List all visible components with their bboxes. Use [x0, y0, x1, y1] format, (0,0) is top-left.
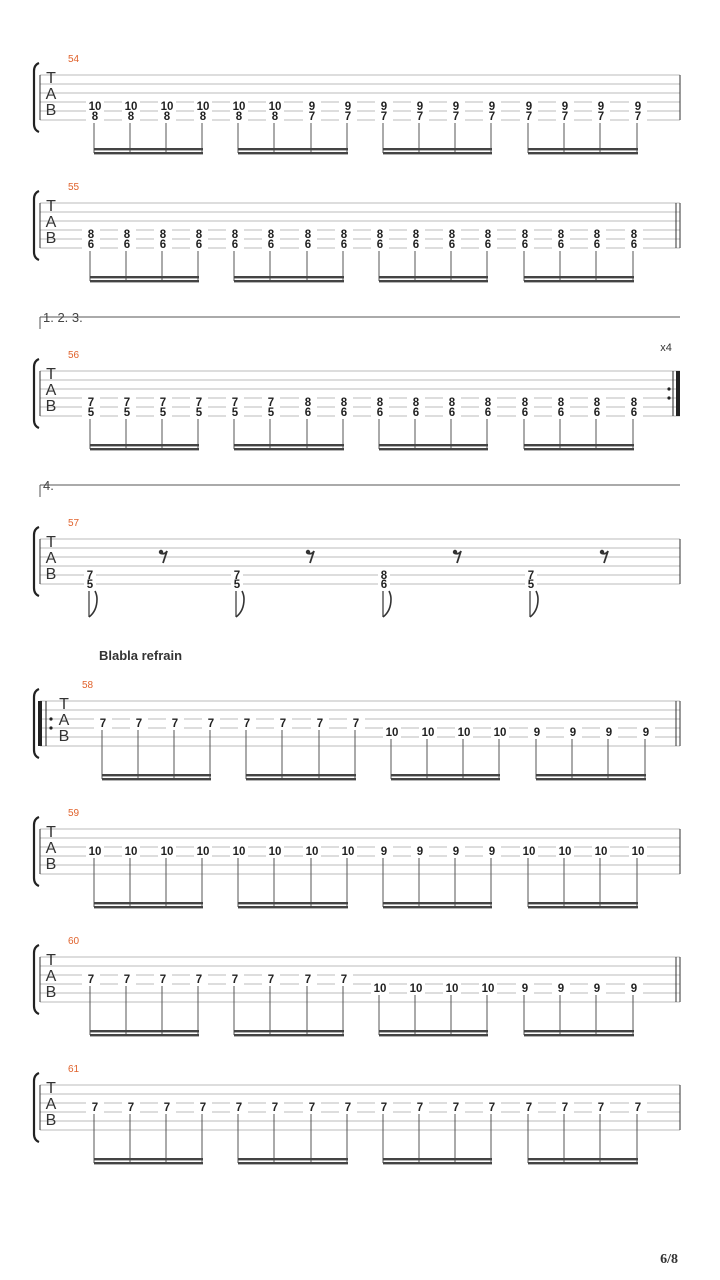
fret-number: 10 — [522, 846, 536, 858]
fret-number: 9 — [630, 983, 638, 995]
fret-number: 8 — [87, 229, 95, 241]
fret-number: 7 — [597, 111, 605, 123]
fret-number: 7 — [87, 974, 95, 986]
system-bracket — [34, 945, 39, 1014]
fret-number: 8 — [195, 229, 203, 241]
beam-secondary — [383, 148, 492, 150]
fret-number: 8 — [340, 229, 348, 241]
fret-number: 9 — [521, 983, 529, 995]
beam-primary — [383, 1162, 492, 1164]
fret-number: 10 — [232, 846, 246, 858]
fret-number: 10 — [457, 727, 471, 739]
tab-clef-letter: T — [46, 1080, 56, 1097]
system-bracket — [34, 63, 39, 132]
fret-number: 10 — [196, 101, 210, 113]
beam-primary — [90, 280, 199, 282]
fret-number: 7 — [159, 974, 167, 986]
fret-number: 10 — [88, 846, 102, 858]
fret-number: 7 — [91, 1102, 99, 1114]
fret-number: 5 — [195, 407, 203, 419]
fret-number: 10 — [373, 983, 387, 995]
fret-number: 6 — [376, 239, 384, 251]
beam-secondary — [90, 276, 199, 278]
beam-secondary — [238, 1158, 348, 1160]
fret-number: 7 — [597, 1102, 605, 1114]
fret-number: 6 — [267, 239, 275, 251]
fret-number: 10 — [268, 101, 282, 113]
beam-secondary — [94, 148, 203, 150]
fret-number: 7 — [199, 1102, 207, 1114]
tab-clef-letter: B — [58, 728, 70, 745]
fret-number: 7 — [233, 570, 241, 582]
fret-number: 6 — [630, 407, 638, 419]
tab-clef-letter: T — [46, 824, 56, 841]
repeat-dot — [667, 387, 670, 390]
beam-primary — [234, 448, 344, 450]
tab-clef-letter: A — [45, 840, 57, 857]
beam-secondary — [238, 148, 348, 150]
tab-clef-letter: T — [59, 696, 69, 713]
system-59 — [34, 808, 680, 908]
fret-number: 8 — [484, 229, 492, 241]
fret-number: 7 — [316, 718, 324, 730]
fret-number: 7 — [304, 974, 312, 986]
fret-number: 8 — [304, 397, 312, 409]
beam-secondary — [246, 774, 356, 776]
fret-number: 8 — [412, 229, 420, 241]
beam-primary — [238, 1162, 348, 1164]
fret-number: 10 — [124, 101, 138, 113]
tab-clef-letter: A — [45, 1096, 57, 1113]
fret-number: 7 — [380, 1102, 388, 1114]
eighth-rest — [453, 550, 461, 563]
fret-number: 10 — [493, 727, 507, 739]
tab-clef-letter: A — [45, 214, 57, 231]
fret-number: 9 — [561, 101, 569, 113]
note-flag — [530, 591, 538, 617]
fret-number: 7 — [127, 1102, 135, 1114]
measure-number: 61 — [68, 1064, 80, 1075]
fret-number: 9 — [533, 727, 541, 739]
beam-secondary — [90, 444, 199, 446]
fret-number: 7 — [527, 570, 535, 582]
fret-number: 6 — [87, 239, 95, 251]
fret-number: 8 — [521, 229, 529, 241]
page-number: 6/8 — [660, 1252, 678, 1267]
beam-secondary — [383, 902, 492, 904]
fret-number: 5 — [527, 579, 535, 591]
beam-primary — [94, 1162, 203, 1164]
system-58 — [34, 648, 680, 780]
beam-primary — [383, 152, 492, 154]
beam-primary — [238, 906, 348, 908]
fret-number: 5 — [267, 407, 275, 419]
fret-number: 9 — [488, 846, 496, 858]
fret-number: 7 — [123, 397, 131, 409]
beam-secondary — [234, 276, 344, 278]
fret-number: 10 — [160, 846, 174, 858]
fret-number: 10 — [558, 846, 572, 858]
fret-number: 8 — [340, 397, 348, 409]
system-61 — [34, 1064, 680, 1164]
fret-number: 7 — [243, 718, 251, 730]
fret-number: 6 — [521, 407, 529, 419]
fret-number: 8 — [380, 570, 388, 582]
repeat-dot — [667, 396, 670, 399]
beam-secondary — [102, 774, 211, 776]
beam-secondary — [524, 1030, 634, 1032]
fret-number: 10 — [385, 727, 399, 739]
fret-number: 6 — [593, 407, 601, 419]
fret-number: 5 — [123, 407, 131, 419]
fret-number: 6 — [340, 239, 348, 251]
fret-number: 10 — [481, 983, 495, 995]
tab-clef-letter: T — [46, 70, 56, 87]
eighth-rest — [159, 550, 167, 563]
beam-primary — [524, 1034, 634, 1036]
fret-number: 10 — [268, 846, 282, 858]
system-bracket — [34, 527, 39, 596]
beam-secondary — [524, 276, 634, 278]
beam-primary — [90, 1034, 199, 1036]
fret-number: 10 — [341, 846, 355, 858]
fret-number: 6 — [304, 239, 312, 251]
tab-clef-letter: T — [46, 198, 56, 215]
fret-number: 8 — [412, 397, 420, 409]
beam-primary — [90, 448, 199, 450]
eighth-rest — [600, 550, 608, 563]
fret-number: 7 — [380, 111, 388, 123]
fret-number: 9 — [416, 101, 424, 113]
fret-number: 7 — [344, 1102, 352, 1114]
beam-secondary — [94, 1158, 203, 1160]
fret-number: 7 — [159, 397, 167, 409]
fret-number: 9 — [488, 101, 496, 113]
fret-number: 6 — [412, 239, 420, 251]
beam-secondary — [528, 148, 638, 150]
fret-number: 9 — [452, 846, 460, 858]
fret-number: 7 — [452, 1102, 460, 1114]
fret-number: 8 — [484, 397, 492, 409]
fret-number: 7 — [87, 397, 95, 409]
repeat-dot — [49, 726, 52, 729]
fret-number: 6 — [412, 407, 420, 419]
fret-number: 5 — [87, 407, 95, 419]
beam-primary — [379, 280, 488, 282]
fret-number: 8 — [557, 397, 565, 409]
section-label: Blabla refrain — [99, 648, 183, 663]
fret-number: 6 — [448, 239, 456, 251]
fret-number: 8 — [91, 111, 99, 123]
fret-number: 10 — [631, 846, 645, 858]
fret-number: 8 — [557, 229, 565, 241]
fret-number: 7 — [279, 718, 287, 730]
fret-number: 6 — [231, 239, 239, 251]
fret-number: 10 — [594, 846, 608, 858]
fret-number: 7 — [267, 974, 275, 986]
beam-secondary — [383, 1158, 492, 1160]
fret-number: 9 — [416, 846, 424, 858]
tab-clef-letter: B — [45, 230, 57, 247]
measure-number: 59 — [68, 808, 80, 819]
fret-number: 7 — [452, 111, 460, 123]
measure-number: 56 — [68, 350, 80, 361]
beam-secondary — [528, 902, 638, 904]
fret-number: 8 — [593, 229, 601, 241]
fret-number: 7 — [135, 718, 143, 730]
fret-number: 6 — [448, 407, 456, 419]
fret-number: 9 — [557, 983, 565, 995]
fret-number: 6 — [593, 239, 601, 251]
beam-primary — [524, 280, 634, 282]
fret-number: 7 — [308, 1102, 316, 1114]
fret-number: 9 — [593, 983, 601, 995]
fret-number: 8 — [123, 229, 131, 241]
measure-number: 55 — [68, 182, 80, 193]
tab-clef-letter: B — [45, 102, 57, 119]
measure-number: 54 — [68, 54, 80, 65]
fret-number: 8 — [267, 229, 275, 241]
beam-secondary — [379, 444, 488, 446]
fret-number: 8 — [304, 229, 312, 241]
fret-number: 6 — [484, 407, 492, 419]
fret-number: 5 — [159, 407, 167, 419]
beam-primary — [94, 906, 203, 908]
fret-number: 6 — [195, 239, 203, 251]
fret-number: 10 — [232, 101, 246, 113]
tab-clef-letter: A — [45, 86, 57, 103]
fret-number: 6 — [380, 579, 388, 591]
systems-layer — [34, 54, 680, 1164]
fret-number: 8 — [235, 111, 243, 123]
fret-number: 7 — [488, 111, 496, 123]
fret-number: 7 — [86, 570, 94, 582]
fret-number: 9 — [569, 727, 577, 739]
fret-number: 6 — [630, 239, 638, 251]
tab-clef-letter: A — [45, 382, 57, 399]
beam-secondary — [379, 1030, 488, 1032]
fret-number: 7 — [271, 1102, 279, 1114]
fret-number: 10 — [124, 846, 138, 858]
measure-number: 57 — [68, 518, 80, 529]
fret-number: 10 — [409, 983, 423, 995]
fret-number: 7 — [308, 111, 316, 123]
system-60 — [34, 936, 680, 1036]
volta-label: 1. 2. 3. — [43, 310, 83, 325]
fret-number: 9 — [452, 101, 460, 113]
fret-number: 7 — [525, 111, 533, 123]
beam-primary — [528, 152, 638, 154]
beam-primary — [528, 1162, 638, 1164]
fret-number: 7 — [416, 1102, 424, 1114]
fret-number: 7 — [525, 1102, 533, 1114]
fret-number: 8 — [231, 229, 239, 241]
beam-primary — [234, 280, 344, 282]
repeat-count: x4 — [660, 342, 672, 354]
fret-number: 6 — [376, 407, 384, 419]
fret-number: 8 — [521, 397, 529, 409]
fret-number: 5 — [231, 407, 239, 419]
fret-number: 9 — [308, 101, 316, 113]
beam-secondary — [234, 444, 344, 446]
beam-secondary — [90, 1030, 199, 1032]
fret-number: 8 — [593, 397, 601, 409]
fret-number: 7 — [231, 974, 239, 986]
tab-clef-letter: A — [58, 712, 70, 729]
fret-number: 8 — [376, 397, 384, 409]
fret-number: 7 — [344, 111, 352, 123]
fret-number: 9 — [344, 101, 352, 113]
note-flag — [383, 591, 391, 617]
fret-number: 7 — [561, 1102, 569, 1114]
fret-number: 6 — [521, 239, 529, 251]
tab-clef-letter: B — [45, 1112, 57, 1129]
fret-number: 5 — [233, 579, 241, 591]
fret-number: 7 — [231, 397, 239, 409]
fret-number: 9 — [634, 101, 642, 113]
system-bracket — [34, 817, 39, 886]
fret-number: 7 — [235, 1102, 243, 1114]
fret-number: 6 — [557, 239, 565, 251]
tab-clef-letter: A — [45, 968, 57, 985]
beam-secondary — [528, 1158, 638, 1160]
fret-number: 10 — [421, 727, 435, 739]
fret-number: 8 — [163, 111, 171, 123]
fret-number: 7 — [195, 397, 203, 409]
system-bracket — [34, 359, 39, 428]
note-flag — [89, 591, 97, 617]
fret-number: 6 — [123, 239, 131, 251]
note-flag — [236, 591, 244, 617]
tab-clef-letter: T — [46, 366, 56, 383]
volta-label: 4. — [43, 478, 54, 493]
beam-primary — [94, 152, 203, 154]
beam-primary — [246, 778, 356, 780]
tab-clef-letter: B — [45, 398, 57, 415]
fret-number: 8 — [630, 229, 638, 241]
fret-number: 9 — [380, 101, 388, 113]
beam-secondary — [379, 276, 488, 278]
fret-number: 7 — [340, 974, 348, 986]
eighth-rest — [306, 550, 314, 563]
measure-number: 60 — [68, 936, 80, 947]
fret-number: 10 — [88, 101, 102, 113]
fret-number: 7 — [195, 974, 203, 986]
beam-secondary — [94, 902, 203, 904]
fret-number: 9 — [597, 101, 605, 113]
fret-number: 7 — [634, 111, 642, 123]
beam-secondary — [536, 774, 646, 776]
fret-number: 9 — [380, 846, 388, 858]
beam-primary — [528, 906, 638, 908]
fret-number: 7 — [267, 397, 275, 409]
beam-primary — [234, 1034, 344, 1036]
fret-number: 10 — [196, 846, 210, 858]
fret-number: 8 — [127, 111, 135, 123]
fret-number: 8 — [159, 229, 167, 241]
fret-number: 10 — [305, 846, 319, 858]
fret-number: 8 — [376, 229, 384, 241]
beam-secondary — [391, 774, 500, 776]
beam-primary — [102, 778, 211, 780]
repeat-dot — [49, 717, 52, 720]
fret-number: 8 — [630, 397, 638, 409]
fret-number: 8 — [448, 397, 456, 409]
fret-number: 7 — [561, 111, 569, 123]
system-54 — [34, 54, 680, 154]
system-55 — [34, 182, 680, 282]
fret-number: 7 — [123, 974, 131, 986]
tab-clef-letter: B — [45, 984, 57, 1001]
fret-number: 8 — [448, 229, 456, 241]
tab-clef-letter: B — [45, 856, 57, 873]
fret-number: 5 — [86, 579, 94, 591]
fret-number: 10 — [445, 983, 459, 995]
fret-number: 9 — [525, 101, 533, 113]
fret-number: 7 — [416, 111, 424, 123]
fret-number: 8 — [271, 111, 279, 123]
tab-clef-letter: T — [46, 534, 56, 551]
beam-secondary — [238, 902, 348, 904]
fret-number: 9 — [642, 727, 650, 739]
system-bracket — [34, 1073, 39, 1142]
system-57 — [34, 478, 680, 617]
tab-clef-letter: B — [45, 566, 57, 583]
fret-number: 8 — [199, 111, 207, 123]
fret-number: 7 — [207, 718, 215, 730]
beam-primary — [383, 906, 492, 908]
fret-number: 7 — [99, 718, 107, 730]
fret-number: 9 — [605, 727, 613, 739]
beam-primary — [391, 778, 500, 780]
fret-number: 7 — [352, 718, 360, 730]
fret-number: 7 — [488, 1102, 496, 1114]
fret-number: 7 — [163, 1102, 171, 1114]
fret-number: 7 — [171, 718, 179, 730]
fret-number: 10 — [160, 101, 174, 113]
tab-clef-letter: T — [46, 952, 56, 969]
beam-secondary — [234, 1030, 344, 1032]
measure-number: 58 — [82, 680, 94, 691]
beam-primary — [379, 1034, 488, 1036]
tab-clef-letter: A — [45, 550, 57, 567]
beam-primary — [524, 448, 634, 450]
fret-number: 6 — [340, 407, 348, 419]
beam-primary — [536, 778, 646, 780]
fret-number: 6 — [304, 407, 312, 419]
system-bracket — [34, 191, 39, 260]
beam-primary — [379, 448, 488, 450]
fret-number: 6 — [159, 239, 167, 251]
beam-primary — [238, 152, 348, 154]
system-56 — [34, 310, 680, 450]
fret-number: 6 — [484, 239, 492, 251]
fret-number: 7 — [634, 1102, 642, 1114]
beam-secondary — [524, 444, 634, 446]
fret-number: 6 — [557, 407, 565, 419]
